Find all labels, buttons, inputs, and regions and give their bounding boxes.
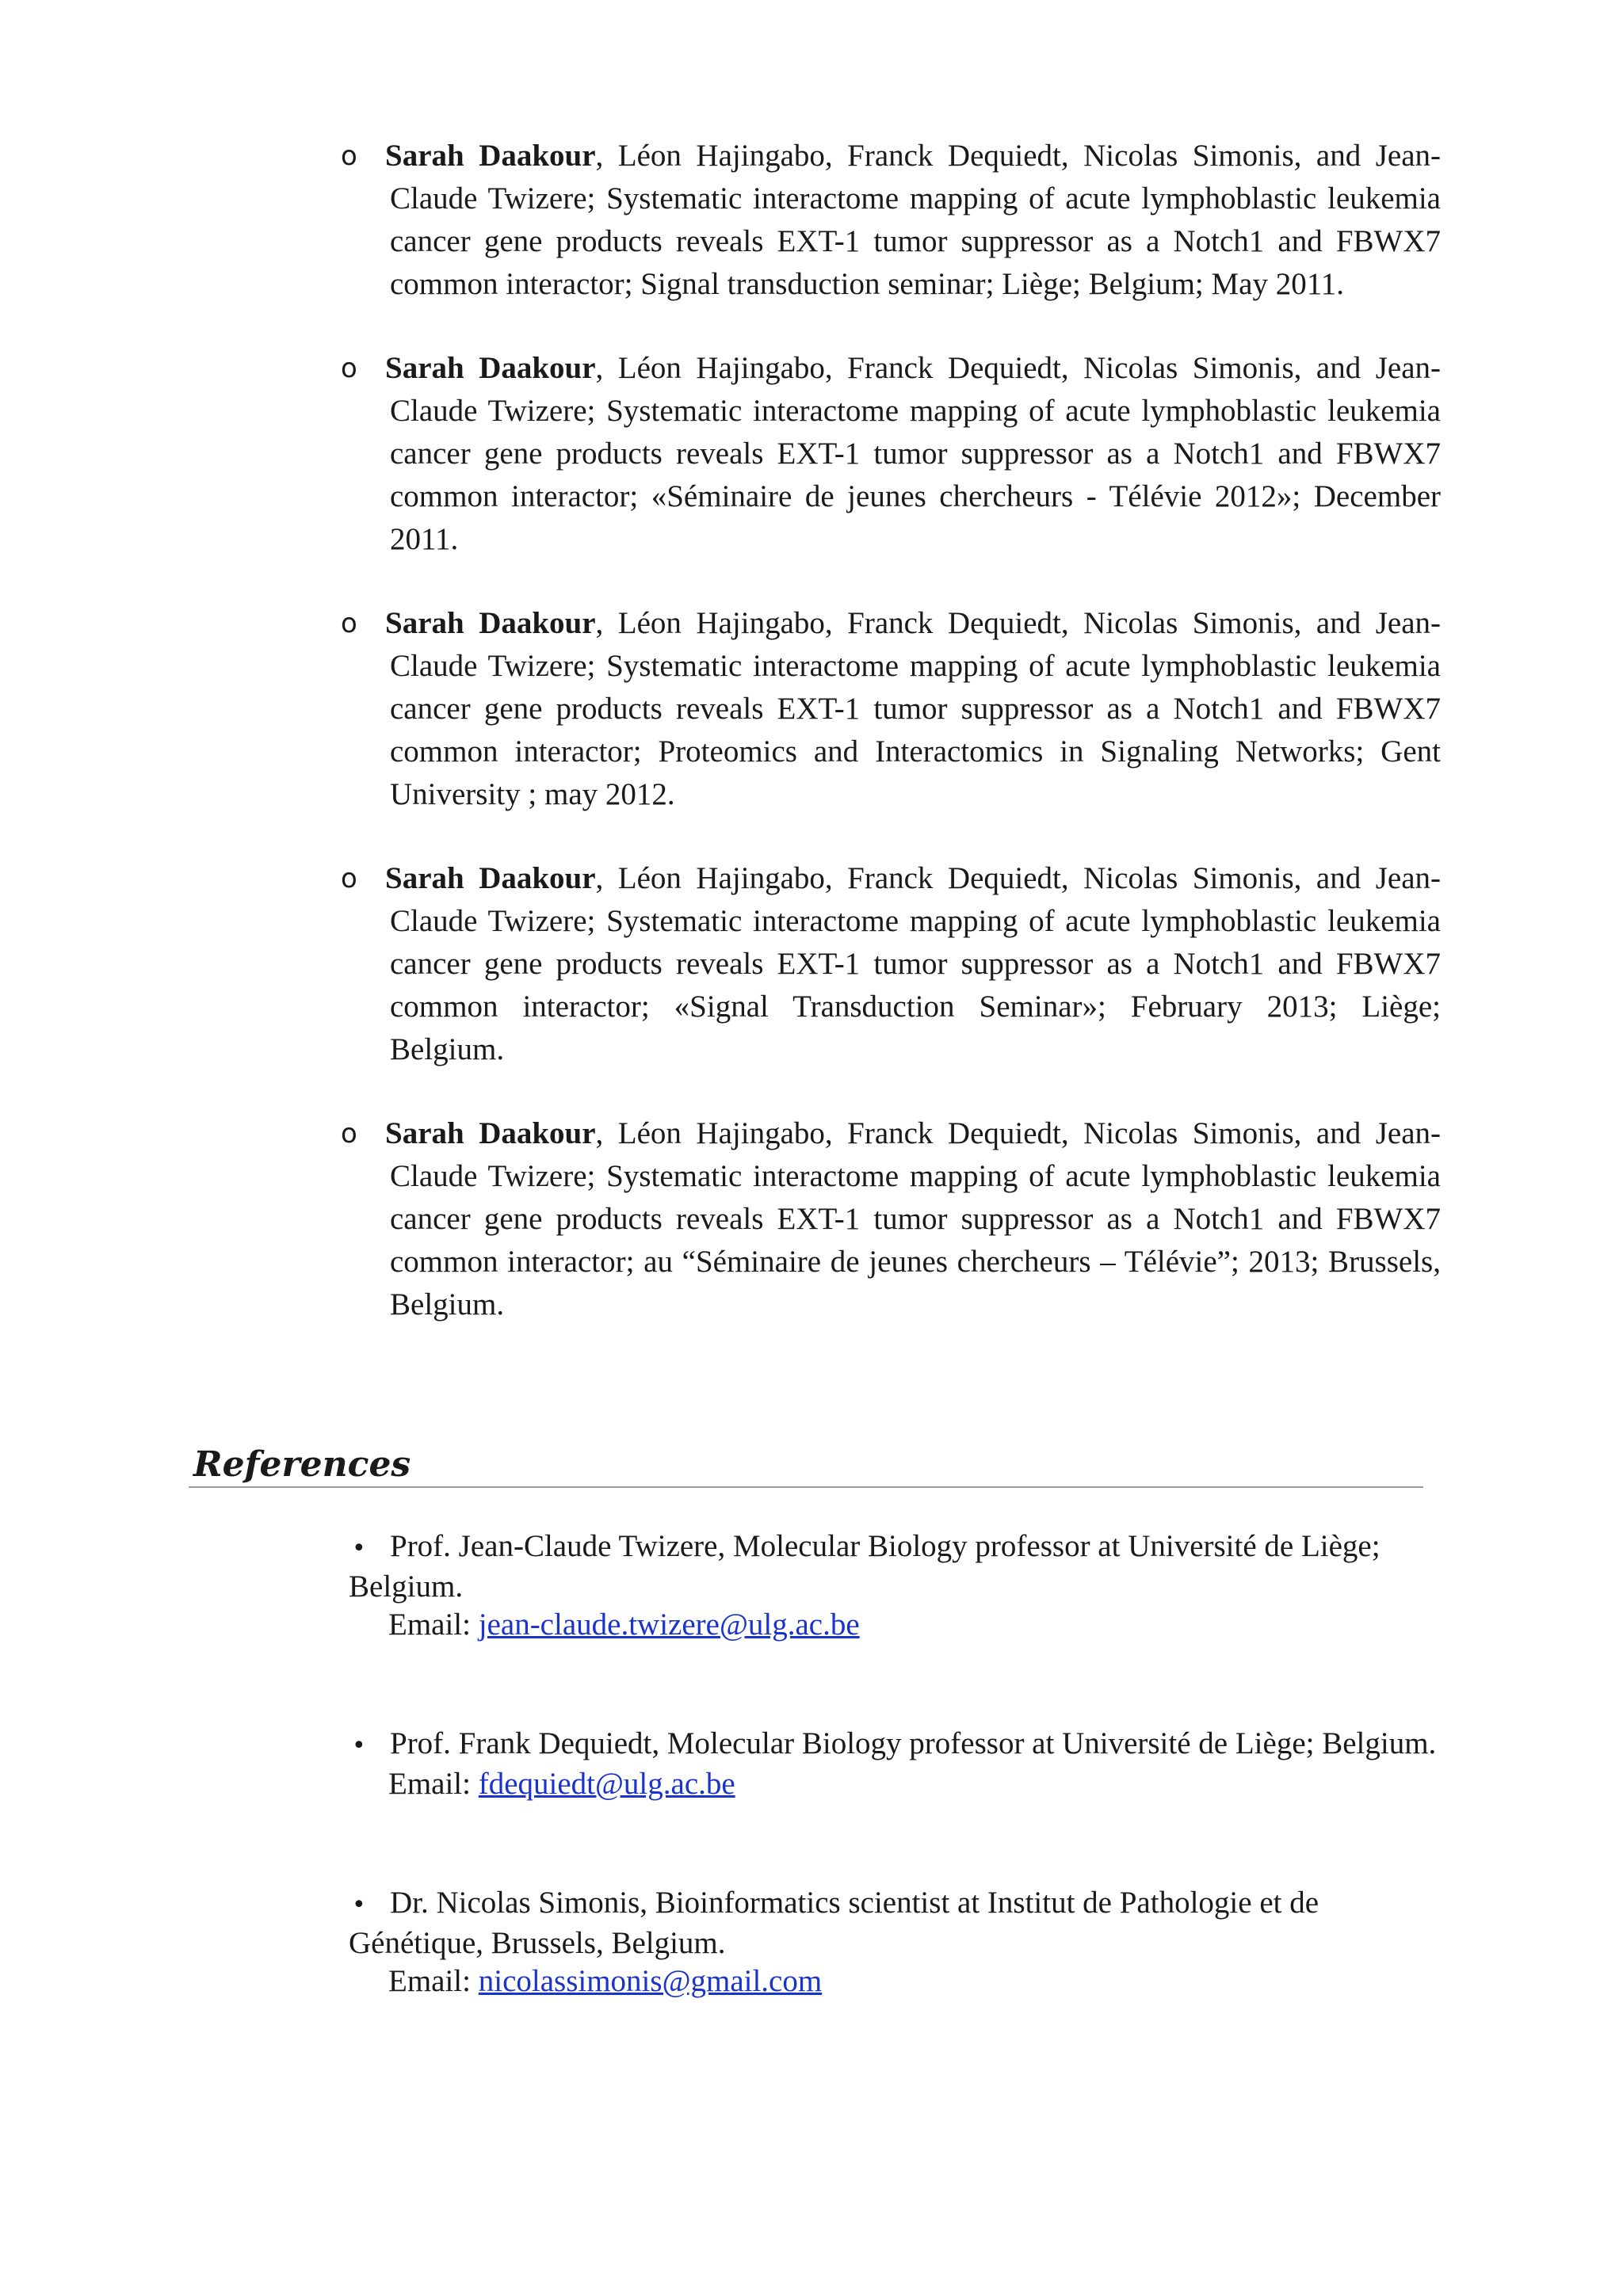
hollow-bullet-icon: o [341,1118,357,1150]
presentation-author: Sarah Daakour [385,351,596,385]
reference-description [349,1527,1450,1606]
presentation-text: , Léon Hajingabo, Franck Dequiedt, Nicolas Simonis, and Jean-Claude Twizere; Systematic interactome mapping of acute lymphoblastic leukemia cancer gene products reveals EXT-1 tumor suppressor as a Notch1 and FBWX7 common interactor; «Signal Transduction Seminar»; February 2013; Liège; Belgium. [390,861,1441,1066]
presentation-author: Sarah Daakour [385,606,596,640]
presentation-text: , Léon Hajingabo, Franck Dequiedt, Nicolas Simonis, and Jean-Claude Twizere; Systematic interactome mapping of acute lymphoblastic leukemia cancer gene products reveals EXT-1 tumor suppressor as a Notch1 and FBWX7 common interactor; «Séminaire de jeunes chercheurs - Télévie 2012»; December 2011. [390,351,1441,556]
bullet-icon: • [352,1535,366,1562]
bullet-icon: • [352,1891,366,1919]
hollow-bullet-icon: o [341,608,357,639]
bullet-icon: • [352,1732,366,1760]
hollow-bullet-icon: o [341,140,357,172]
presentation-text: , Léon Hajingabo, Franck Dequiedt, Nicolas Simonis, and Jean-Claude Twizere; Systematic interactome mapping of acute lymphoblastic leukemia cancer gene products reveals EXT-1 tumor suppressor as a Notch1 and FBWX7 common interactor; Signal transduction seminar; Liège; Belgium; May 2011. [390,139,1441,301]
hollow-bullet-icon: o [341,863,357,894]
reference-text: Prof. Jean-Claude Twizere, Molecular Biology professor at Université de Liège; Belgium. [349,1529,1381,1604]
reference-email-row [349,1962,1450,2000]
email-label: Email: [388,1608,471,1642]
reference-email-row [349,1606,1450,1644]
email-label: Email: [388,1767,471,1801]
reference-email-row [349,1765,1450,1803]
presentation-text: , Léon Hajingabo, Franck Dequiedt, Nicolas Simonis, and Jean-Claude Twizere; Systematic interactome mapping of acute lymphoblastic leukemia cancer gene products reveals EXT-1 tumor suppressor as a Notch1 and FBWX7 common interactor; Proteomics and Interactomics in Signaling Networks; Gent University ; may 2012. [390,606,1441,811]
reference-item [349,1527,1450,1644]
presentation-item [339,857,1441,1071]
presentation-item [339,1112,1441,1326]
presentation-author: Sarah Daakour [385,861,596,895]
reference-item [349,1884,1450,2000]
reference-text: Dr. Nicolas Simonis, Bioinformatics scientist at Institut de Pathologie et de Génétique, Brussels, Belgium. [349,1886,1319,1960]
presentation-author: Sarah Daakour [385,1116,596,1150]
references-heading [189,1440,1423,1488]
presentation-item [339,347,1441,561]
presentation-text: , Léon Hajingabo, Franck Dequiedt, Nicolas Simonis, and Jean-Claude Twizere; Systematic interactome mapping of acute lymphoblastic leukemia cancer gene products reveals EXT-1 tumor suppressor as a Notch1 and FBWX7 common interactor; au “Séminaire de jeunes chercheurs – Télévie”; 2013; Brussels, Belgium. [390,1116,1441,1322]
presentation-item [339,602,1441,816]
email-link[interactable]: jean-claude.twizere@ulg.ac.be [478,1608,860,1642]
references-heading-text: References [193,1444,411,1485]
reference-text: Prof. Frank Dequiedt, Molecular Biology professor at Université de Liège; Belgium. [390,1726,1437,1760]
presentations-list [339,135,1441,1367]
references-list [349,1527,1450,2081]
email-link[interactable]: nicolassimonis@gmail.com [478,1964,823,1998]
reference-description [349,1725,1450,1765]
reference-item [349,1725,1450,1803]
hollow-bullet-icon: o [341,353,357,384]
presentation-item [339,135,1441,306]
email-label: Email: [388,1964,471,1998]
email-link[interactable]: fdequiedt@ulg.ac.be [478,1767,735,1801]
reference-description [349,1884,1450,1962]
presentation-author: Sarah Daakour [385,139,596,173]
